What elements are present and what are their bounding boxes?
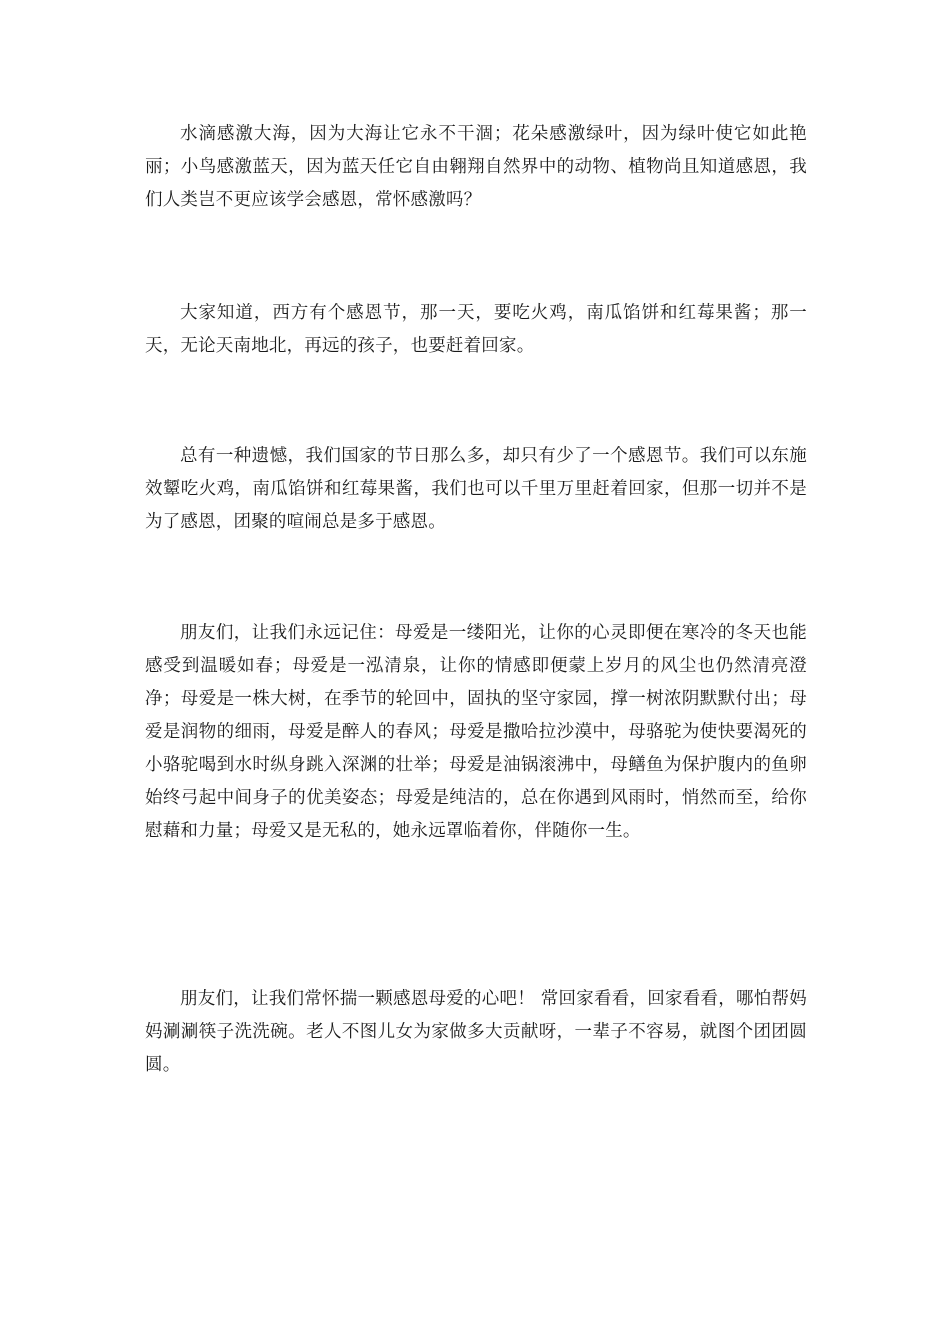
paragraph-gratitude-nature: 水滴感激大海，因为大海让它永不干涸；花朵感激绿叶，因为绿叶使它如此艳丽；小鸟感激蓝天，因为蓝天任它自由翱翔自然界中的动物、植物尚且知道感恩，我们人类岂不更应该学会感恩，常怀感激吗？ [145, 124, 807, 210]
paragraph-mothers-love: 朋友们，让我们永远记住：母爱是一缕阳光，让你的心灵即便在寒冷的冬天也能感受到温暖如春；母爱是一泓清泉，让你的情感即便蒙上岁月的风尘也仍然清亮澄净；母爱是一株大树，在季节的轮回中，固执的坚守家园，撑一树浓阴默默付出；母爱是润物的细雨，母爱是醉人的春风；母爱是撒哈拉沙漠中，母骆驼为使快要渴死的小骆驼喝到水时纵身跳入深渊的壮举；母爱是油锅滚沸中，母鳝鱼为保护腹内的鱼卵始终弓起中间身子的优美姿态；母爱是纯洁的，总在你遇到风雨时，悄然而至，给你慰藉和力量；母爱又是无私的，她永远罩临着你，伴随你一生。 [145, 623, 807, 841]
paragraph-closing: 朋友们，让我们常怀揣一颗感恩母爱的心吧！ 常回家看看，回家看看，哪怕帮妈妈涮涮筷子洗洗碗。老人不图儿女为家做多大贡献呀，一辈子不容易，就图个团团圆圆。 [145, 989, 807, 1075]
paragraph-thanksgiving-west: 大家知道，西方有个感恩节，那一天，要吃火鸡，南瓜馅饼和红莓果酱；那一天，无论天南地北，再远的孩子，也要赶着回家。 [145, 303, 807, 356]
paragraph-regret: 总有一种遗憾，我们国家的节日那么多，却只有少了一个感恩节。我们可以东施效颦吃火鸡，南瓜馅饼和红莓果酱，我们也可以千里万里赶着回家，但那一切并不是为了感恩，团聚的喧闹总是多于感恩。 [145, 446, 807, 532]
